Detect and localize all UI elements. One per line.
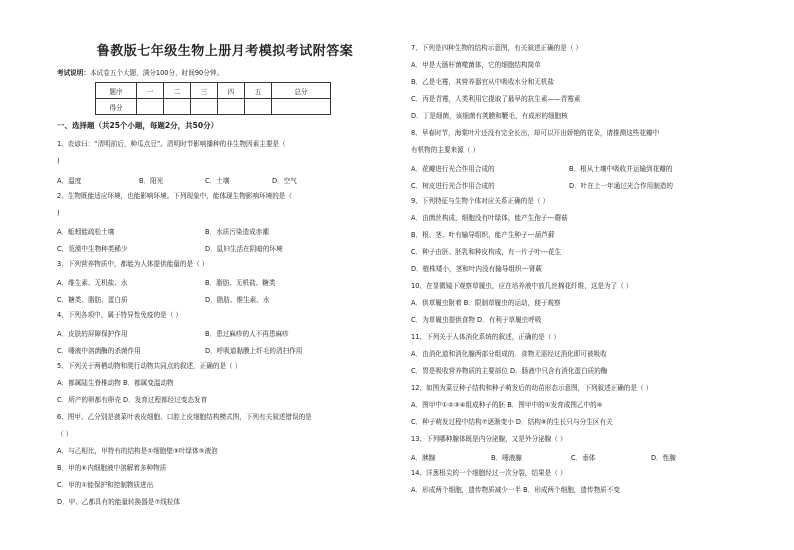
score-table-score-row <box>96 99 331 115</box>
option: A．蚯蚓能疏松土壤 <box>57 228 115 236</box>
question-line: D．丁是细菌，该细菌有荚膜和鞭毛，有成形的细胞核 <box>411 112 568 120</box>
question-line: C．种子由胚、胚乳和种皮构成，有一片子叶---花生 <box>411 248 562 256</box>
question-line: A．都属陆生脊椎动物 B．都属变温动物 <box>57 379 174 387</box>
question-line: C．种子萌发过程中结构⑦逐渐变小 D．结构⑧的生长只与分生区有关 <box>411 418 613 426</box>
score-header-cell: 三 <box>191 83 218 99</box>
question-line: A．与乙相比，甲特有的结构是①细胞壁③叶绿体⑤液泡 <box>57 447 218 455</box>
option: B．根从土壤中吸收并运输到花瓣的 <box>569 165 673 173</box>
score-table <box>95 82 331 115</box>
exam-note-text: 本试卷五个大题，满分100分，时间90分钟。 <box>89 69 224 77</box>
option: B．患过麻疹的人不再患麻疹 <box>205 330 289 338</box>
page-title: 鲁教版七年级生物上册月考模拟考试附答案 <box>96 44 354 59</box>
question-line: C．甲的①能保护和控制物质进出 <box>57 481 154 489</box>
question-line: 3、下列营养物质中，都能为人体提供能量的是（ ） <box>57 260 209 268</box>
question-line: 7、下列是四种生物的结构示意图，有关叙述正确的是（ ） <box>411 44 583 52</box>
score-cell <box>245 99 272 115</box>
question-line: C．为草履虫提供食物 D．有利于草履虫呼吸 <box>411 316 542 324</box>
question-line: A．供草履虫附着 B．限制草履虫的运动，便于观察 <box>411 299 561 307</box>
question-line: A．由消化道和消化腺两部分组成的．食物无需经过消化即可被吸收 <box>411 350 607 358</box>
score-header-cell: 题序 <box>96 83 137 99</box>
question-line: 1、农谚曰：“清明前后，种瓜点豆”。清明时节影响播种的非生物因素主要是（ <box>57 140 286 148</box>
score-row-label: 得分 <box>96 99 137 115</box>
option: D．呼吸道黏膜上纤毛的清扫作用 <box>205 347 303 355</box>
question-line: D．植株矮小，茎和叶内没有输导组织---肾蕨 <box>411 265 542 273</box>
score-cell <box>164 99 191 115</box>
option: C．土壤 <box>205 177 230 185</box>
option: D．性腺 <box>651 454 676 462</box>
question-line: 4、下列各项中，属于特异性免疫的是（ ） <box>57 311 182 319</box>
section-heading: 一、选择题（共25个小题，每题2分，共50分） <box>57 121 219 130</box>
question-line: A．图甲中①②③④组成种子的胚 B．图甲中的①发育成图乙中的⑥ <box>411 401 603 409</box>
question-line: C．丙是青霉，人类利用它提取了最早的抗生素——青霉素 <box>411 95 581 103</box>
score-table-header-row <box>96 83 331 99</box>
question-line: 12、如图为菜豆种子结构和种子萌发后的幼苗形态示意图，下列叙述正确的是（ ） <box>411 384 653 392</box>
option: A．花瓣进行光合作用合成的 <box>411 165 495 173</box>
question-line: 9、下列特征与生物个体对应关系正确的是（ ） <box>411 197 550 205</box>
option: C．荒漠中生物种类稀少 <box>57 245 128 253</box>
option: C．唾液中溶菌酶的杀菌作用 <box>57 347 141 355</box>
option: B．阳光 <box>139 177 164 185</box>
option: A．皮肤的屏障保护作用 <box>57 330 128 338</box>
option: C．树皮进行光合作用合成的 <box>411 182 495 190</box>
option: B．水质污染造成赤潮 <box>205 228 269 236</box>
option: D．鼠妇生活在阴暗的环境 <box>205 245 283 253</box>
score-header-cell: 四 <box>218 83 245 99</box>
question-line: ) <box>57 157 60 165</box>
question-line: （ ） <box>57 430 73 438</box>
option: D．空气 <box>272 177 297 185</box>
option: A．维生素、无机盐、水 <box>57 279 128 287</box>
option: C．垂体 <box>571 454 596 462</box>
option: C．糖类、脂肪、蛋白质 <box>57 296 128 304</box>
exam-note <box>57 67 223 77</box>
option: A．温度 <box>57 177 82 185</box>
option: B．唾液腺 <box>491 454 522 462</box>
option: A．胰腺 <box>411 454 436 462</box>
score-header-cell: 二 <box>164 83 191 99</box>
score-cell <box>137 99 164 115</box>
score-cell <box>191 99 218 115</box>
question-line: 13、下列哪种腺体既是内分泌腺，又是外分泌腺（ ） <box>411 435 567 443</box>
question-line: A．由菌丝构成，细胞没有叶绿体，能产生孢子---蘑菇 <box>411 214 568 222</box>
score-header-cell: 一 <box>137 83 164 99</box>
question-line: 14、洋葱根尖的一个细胞经过一次分裂，结果是（ ） <box>411 469 567 477</box>
question-line: D．甲、乙都具有的能量转换器是⑦线粒体 <box>57 498 181 506</box>
question-line: B．甲的⑥内细胞液中溶解着多种物质 <box>57 464 167 472</box>
question-line: C．胃是吸收营养物质的主要部位 D．肠液中只含有消化蛋白质的酶 <box>411 367 608 375</box>
question-line: B．根、茎、叶有输导组织，能产生种子---葫芦藓 <box>411 231 555 239</box>
score-header-cell: 五 <box>245 83 272 99</box>
score-header-cell: 总分 <box>272 83 331 99</box>
score-cell <box>218 99 245 115</box>
question-line: B．乙是毛霉，其营养器官从中吸收水分和无机盐 <box>411 78 554 86</box>
question-line: ) <box>57 209 60 217</box>
question-line: 6、图甲、乙分别是菠菜叶表皮细胞、口腔上皮细胞结构模式图，下列有关叙述错误的是 <box>57 413 312 421</box>
question-line: 有机物的主要来源（ ） <box>411 146 480 154</box>
question-line: A．甲是大肠杆菌噬菌体，它的细胞结构简单 <box>411 61 541 69</box>
option: B．脂肪、无机盐、糖类 <box>205 279 276 287</box>
question-line: 10、在显微镜下观察草履虫，应在培养液中放几丝棉花纤维，这是为了（ ） <box>411 282 633 290</box>
exam-note-label: 考试说明： <box>57 69 90 77</box>
option: D．叶在上一年通过光合作用制造的 <box>569 182 673 190</box>
option: D．脂肪、维生素、水 <box>205 296 270 304</box>
score-cell <box>272 99 331 115</box>
question-line: A．形成两个细胞，遗传物质减少一半 B．形成两个细胞，遗传物质不变 <box>411 486 620 494</box>
question-line: 5、下列关于两栖动物和爬行动物共同点的叙述，正确的是（ ） <box>57 362 242 370</box>
question-line: 8、早春时节，海棠叶片还没有完全长出，却可以开出娇艳的花朵，请推测这些花瓣中 <box>411 129 660 137</box>
question-line: 11、下列关于人体消化系统的叙述，正确的是（ ） <box>411 333 560 341</box>
question-line: C．所产的卵都有卵壳 D．发育过程都经过变态发育 <box>57 396 208 404</box>
question-line: 2、生物既能适应环境，也能影响环境。下列现象中，能体现生物影响环境的是（ <box>57 192 292 200</box>
